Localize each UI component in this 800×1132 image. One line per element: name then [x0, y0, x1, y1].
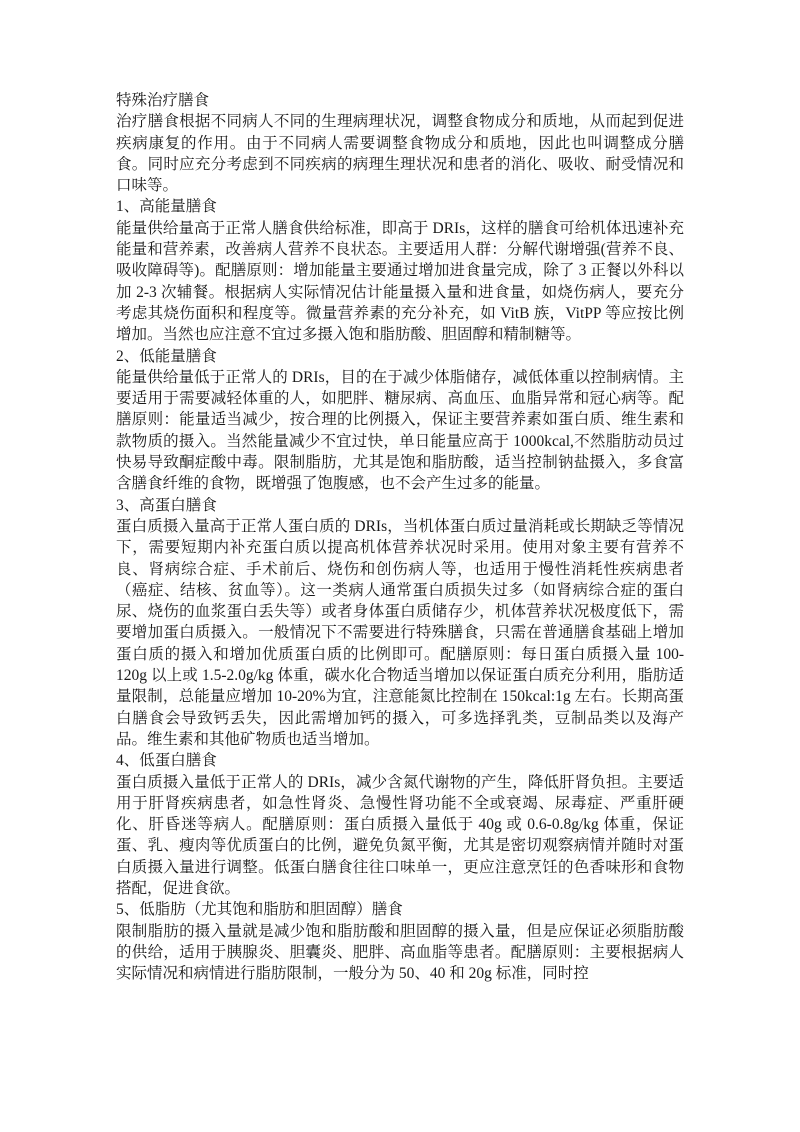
section-heading: 4、低蛋白膳食: [116, 752, 217, 770]
paragraph: 限制脂肪的摄入量就是减少饱和脂肪酸和胆固醇的摄入量，但是应保证必须脂肪酸的供给，适用于胰腺炎、胆囊炎、肥胖、高血脂等患者。配膳原则：主要根据病人实际情况和病情进行脂肪限制，一般分为 50、40 和 20g 标准，同时控: [116, 922, 684, 983]
section-heading: 1、高能量膳食: [116, 198, 217, 216]
section-heading: 3、高蛋白膳食: [116, 496, 217, 514]
paragraph: 能量供给量高于正常人膳食供给标准，即高于 DRIs，这样的膳食可给机体迅速补充能量和营养素，改善病人营养不良状态。主要适用人群：分解代谢增强(营养不良、吸收障碍等)。配膳原则：增加能量主要通过增加进食量完成，除了 3 正餐以外科以加 2-3 次辅餐。根据病人实际情况估计能量摄入量和进食量，如烧伤病人，要充分考虑其烧伤面积和程度等。微量营养素的充分补充，如 VitB 族，VitPP 等应按比例增加。当然也应注意不宜过多摄入饱和脂肪酸、胆固醇和精制糖等。: [116, 219, 684, 344]
document-content: [116, 90, 684, 984]
paragraph: 蛋白质摄入量高于正常人蛋白质的 DRIs，当机体蛋白质过量消耗或长期缺乏等情况下，需要短期内补充蛋白质以提高机体营养状况时采用。使用对象主要有营养不良、肾病综合症、手术前后、烧伤和创伤病人等，也适用于慢性消耗性疾病患者（癌症、结核、贫血等）。这一类病人通常蛋白质损失过多（如肾病综合症的蛋白尿、烧伤的血浆蛋白丢失等）或者身体蛋白质储存少，机体营养状况极度低下，需要增加蛋白质摄入。一般情况下不需要进行特殊膳食，只需在普通膳食基础上增加蛋白质的摄入和增加优质蛋白质的比例即可。配膳原则：每日蛋白质摄入量 100-120g 以上或 1.5-2.0g/kg 体重，碳水化合物适当增加以保证蛋白质充分利用，脂肪适量限制，总能量应增加 10-20%为宜，注意能氮比控制在 150kcal:1g 左右。长期高蛋白膳食会导致钙丢失，因此需增加钙的摄入，可多选择乳类，豆制品类以及海产品。维生素和其他矿物质也适当增加。: [116, 517, 684, 748]
section-heading: 2、低能量膳食: [116, 347, 217, 365]
paragraph: 能量供给量低于正常人的 DRIs，目的在于减少体脂储存，减低体重以控制病情。主要适用于需要减轻体重的人，如肥胖、糖尿病、高血压、血脂异常和冠心病等。配膳原则：能量适当减少，按合理的比例摄入，保证主要营养素如蛋白质、维生素和款物质的摄入。当然能量减少不宜过快，单日能量应高于 1000kcal,不然脂肪动员过快易导致酮症酸中毒。限制脂肪，尤其是饱和脂肪酸，适当控制钠盐摄入，多食富含膳食纤维的食物，既增强了饱腹感，也不会产生过多的能量。: [116, 368, 684, 493]
document-title: 特殊治疗膳食: [116, 92, 210, 109]
paragraph: 治疗膳食根据不同病人不同的生理病理状况，调整食物成分和质地，从而起到促进疾病康复的作用。由于不同病人需要调整食物成分和质地，因此也叫调整成分膳食。同时应充分考虑到不同疾病的病理生理状况和患者的消化、吸收、耐受情况和口味等。: [116, 113, 684, 195]
paragraph: 蛋白质摄入量低于正常人的 DRIs，减少含氮代谢物的产生，降低肝肾负担。主要适用于肝肾疾病患者，如急性肾炎、急慢性肾功能不全或衰竭、尿毒症、严重肝硬化、肝昏迷等病人。配膳原则：蛋白质摄入量低于 40g 或 0.6-0.8g/kg 体重，保证蛋、乳、瘦肉等优质蛋白的比例，避免负氮平衡，尤其是密切观察病情并随时对蛋白质摄入量进行调整。低蛋白膳食往往口味单一，更应注意烹饪的色香味形和食物搭配，促进食欲。: [116, 773, 684, 897]
section-heading: 5、低脂肪（尤其饱和脂肪和胆固醇）膳食: [116, 901, 403, 919]
